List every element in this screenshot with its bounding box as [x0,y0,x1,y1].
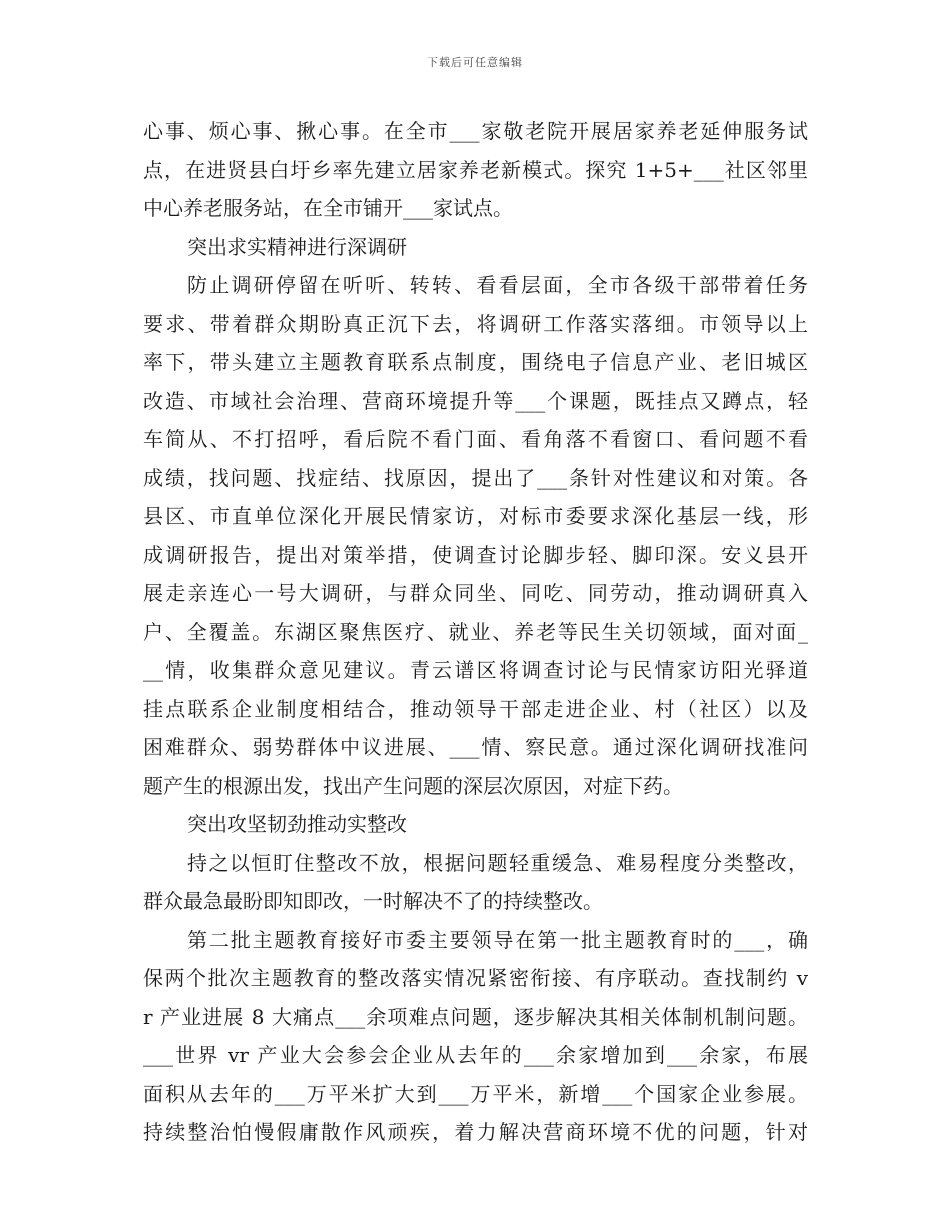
text-line: ___世界 vr 产业大会参会企业从去年的___余家增加到___余家，布展 [143,1043,808,1067]
section-heading: 突出攻坚韧劲推动实整改 [187,812,407,836]
text-line: 展走亲连心一号大调研，与群众同坐、同吃、同劳动，推动调研真入 [143,581,808,605]
text-line: 面积从去年的___万平米扩大到___万平米，新增___个国家企业参展。 [143,1081,808,1106]
text-line: 保两个批次主题教育的整改落实情况紧密衔接、有序联动。查找制约 v [143,966,808,990]
text-line: 车简从、不打招呼，看后院不看门面、看角落不看窗口、看问题不看 [143,427,808,451]
text-line: 县区、市直单位深化开展民情家访，对标市委要求深化基层一线，形 [143,504,808,528]
page-header: 下载后可任意编辑 [427,56,523,69]
text-line: 点，在进贤县白圩乡率先建立居家养老新模式。探究 1+5+___社区邻里 [143,157,808,182]
text-line: __情，收集群众意见建议。青云谱区将调查讨论与民情家访阳光驿道 [143,658,808,682]
section-heading: 突出求实精神进行深调研 [187,234,407,259]
text-line: r 产业进展 8 大痛点___余项难点问题，逐步解决其相关体制机制问题。 [143,1004,808,1029]
text-line: 群众最急最盼即知即改，一时解决不了的持续整改。 [143,889,603,913]
text-line: 持续整治怕慢假庸散作风顽疾，着力解决营商环境不优的问题，针对 [143,1120,808,1144]
text-line: 防止调研停留在听听、转转、看看层面，全市各级干部带着任务 [187,273,808,297]
text-line: 改造、市域社会治理、营商环境提升等___个课题，既挂点又蹲点，轻 [143,388,808,413]
text-line: 中心养老服务站，在全市铺开___家试点。 [143,196,513,220]
text-line: 户、全覆盖。东湖区聚焦医疗、就业、养老等民生关切领域，面对面_ [143,619,808,644]
text-line: 要求、带着群众期盼真正沉下去，将调研工作落实落细。市领导以上 [143,311,808,336]
text-line: 率下，带头建立主题教育联系点制度，围绕电子信息产业、老旧城区 [143,350,808,374]
text-line: 心事、烦心事、揪心事。在全市___家敬老院开展居家养老延伸服务试 [143,119,808,143]
text-line: 持之以恒盯住整改不放，根据问题轻重缓急、难易程度分类整改， [187,850,808,875]
text-line: 成绩，找问题、找症结、找原因，提出了___条针对性建议和对策。各 [143,465,808,490]
text-line: 困难群众、弱势群体中议进展、___情、察民意。通过深化调研找准问 [143,735,808,759]
text-line: 第二批主题教育接好市委主要领导在第一批主题教育时的___，确 [187,927,808,952]
text-line: 成调研报告，提出对策举措，使调查讨论脚步轻、脚印深。安义县开 [143,542,808,567]
text-line: 题产生的根源出发，找出产生问题的深层次原因，对症下药。 [143,773,683,798]
text-line: 挂点联系企业制度相结合，推动领导干部走进企业、村（社区）以及 [143,696,808,721]
document-body [143,112,808,1152]
